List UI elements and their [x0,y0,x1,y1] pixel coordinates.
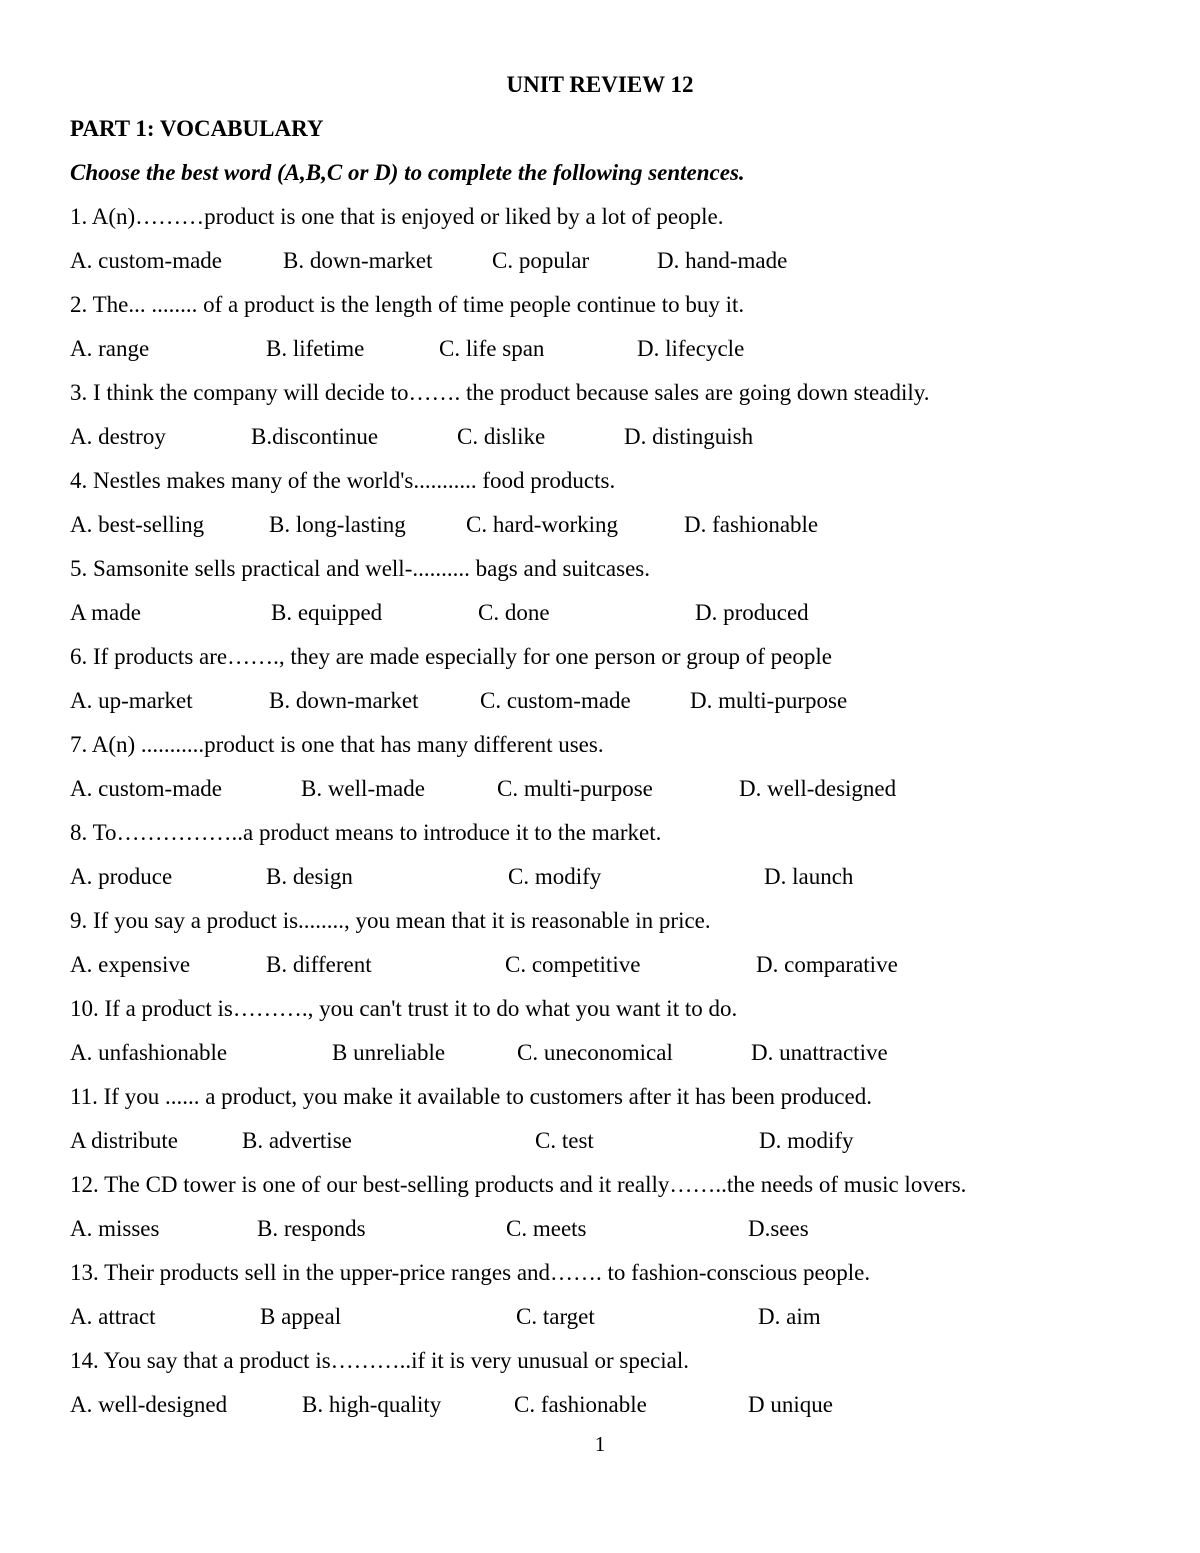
answer-option-b: B. down-market [269,688,419,713]
question-text: 2. The... ........ of a product is the length of time people continue to buy it. [70,292,745,317]
answer-option-c: C. meets [506,1216,587,1241]
answer-option-a: A distribute [70,1128,178,1153]
answer-option-a: A. custom-made [70,776,223,801]
question-text: 7. A(n) ...........product is one that has many different uses. [70,732,604,757]
answer-option-d: D. produced [695,600,809,625]
answer-option-c: C. multi-purpose [497,776,653,801]
answer-option-d: D. multi-purpose [690,688,848,713]
answer-option-d: D unique [748,1392,833,1417]
answer-option-a: A. misses [70,1216,160,1241]
answer-option-d: D. unattractive [751,1040,888,1065]
question-text: 10. If a product is………., you can't trust it to do what you want it to do. [70,996,738,1021]
answer-option-a: A. custom-made [70,248,223,273]
instruction-text: Choose the best word (A,B,C or D) to complete the following sentences. [70,160,745,185]
answer-options-row [0,688,1200,718]
answer-option-b: B. design [266,864,353,889]
answer-option-b: B appeal [260,1304,342,1329]
answer-option-c: C. custom-made [480,688,631,713]
answer-option-d: D. comparative [756,952,898,977]
answer-option-d: D. aim [758,1304,821,1329]
answer-option-a: A. best-selling [70,512,205,537]
answer-option-c: C. dislike [457,424,546,449]
answer-options-row [0,864,1200,894]
answer-options-row [0,600,1200,630]
answer-option-c: C. popular [492,248,590,273]
answer-option-d: D. modify [759,1128,854,1153]
question-text: 6. If products are……., they are made especially for one person or group of people [70,644,832,669]
answer-options-row [0,952,1200,982]
answer-options-row [0,336,1200,366]
answer-options-row [0,248,1200,278]
answer-option-c: C. life span [439,336,545,361]
answer-option-b: B. advertise [242,1128,352,1153]
answer-option-d: D. fashionable [684,512,819,537]
answer-option-a: A. unfashionable [70,1040,228,1065]
answer-options-row [0,776,1200,806]
answer-option-c: C. modify [508,864,602,889]
answer-option-b: B unreliable [332,1040,446,1065]
answer-options-row [0,1128,1200,1158]
part-heading: PART 1: VOCABULARY [70,116,324,141]
answer-option-d: D. lifecycle [637,336,745,361]
answer-option-b: B.discontinue [251,424,379,449]
answer-option-b: B. equipped [271,600,383,625]
answer-option-a: A. well-designed [70,1392,228,1417]
answer-options-row [0,1392,1200,1422]
answer-options-row [0,1304,1200,1334]
answer-option-a: A made [70,600,141,625]
question-text: 1. A(n)………product is one that is enjoyed or liked by a lot of people. [70,204,724,229]
document-title: UNIT REVIEW 12 [506,72,694,97]
answer-option-a: A. destroy [70,424,166,449]
question-text: 5. Samsonite sells practical and well-.......... bags and suitcases. [70,556,650,581]
answer-option-a: A. expensive [70,952,191,977]
answer-option-b: B. lifetime [266,336,365,361]
answer-option-c: C. test [535,1128,594,1153]
answer-option-c: C. target [516,1304,595,1329]
answer-option-c: C. fashionable [514,1392,647,1417]
answer-option-d: D. launch [764,864,854,889]
answer-options-row [0,1216,1200,1246]
question-text: 13. Their products sell in the upper-price ranges and……. to fashion-conscious people. [70,1260,871,1285]
answer-option-b: B. different [266,952,372,977]
answer-option-b: B. down-market [283,248,433,273]
answer-option-a: A. up-market [70,688,193,713]
answer-option-c: C. competitive [505,952,641,977]
answer-option-b: B. well-made [301,776,425,801]
question-text: 9. If you say a product is........, you mean that it is reasonable in price. [70,908,711,933]
question-text: 8. To……………..a product means to introduce it to the market. [70,820,662,845]
answer-option-d: D.sees [748,1216,809,1241]
answer-option-a: A. range [70,336,150,361]
answer-option-d: D. hand-made [657,248,788,273]
answer-option-d: D. well-designed [739,776,897,801]
answer-option-d: D. distinguish [624,424,754,449]
question-text: 3. I think the company will decide to……. the product because sales are going down steadily. [70,380,930,405]
answer-options-row [0,512,1200,542]
answer-options-row [0,1040,1200,1070]
answer-option-c: C. hard-working [466,512,619,537]
answer-option-b: B. long-lasting [269,512,406,537]
answer-options-row [0,424,1200,454]
question-text: 4. Nestles makes many of the world's........... food products. [70,468,616,493]
answer-option-b: B. high-quality [302,1392,442,1417]
question-text: 14. You say that a product is………..if it is very unusual or special. [70,1348,690,1373]
answer-option-a: A. produce [70,864,173,889]
answer-option-b: B. responds [257,1216,366,1241]
answer-option-a: A. attract [70,1304,156,1329]
answer-option-c: C. uneconomical [517,1040,673,1065]
question-text: 11. If you ...... a product, you make it available to customers after it has been produced. [70,1084,872,1109]
answer-option-c: C. done [478,600,550,625]
question-text: 12. The CD tower is one of our best-selling products and it really……..the needs of music lovers. [70,1172,967,1197]
page-number: 1 [594,1432,606,1456]
